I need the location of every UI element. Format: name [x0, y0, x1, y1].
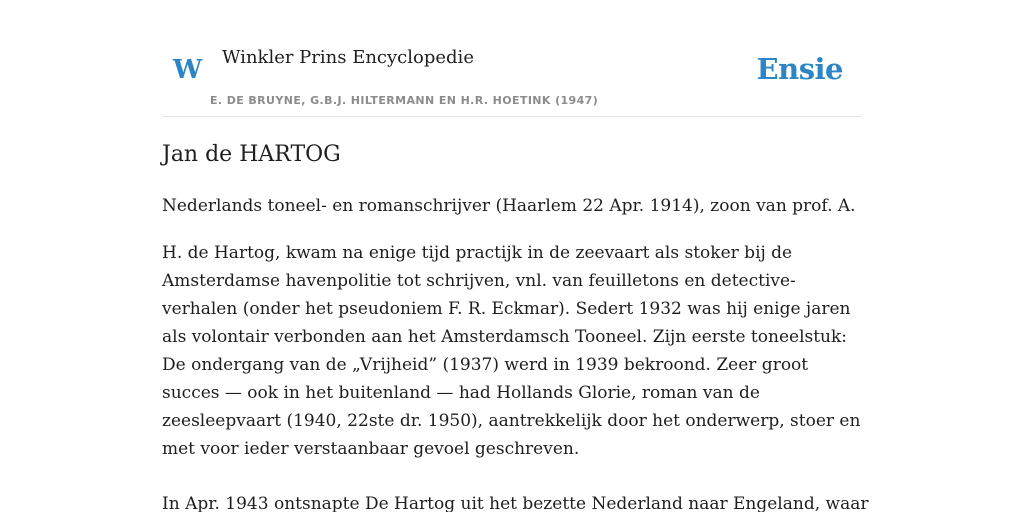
article-paragraph: H. de Hartog, kwam na enige tijd practijk in de zeevaart als stoker bij de Amsterdamse havenpolitie tot schrijven, vnl. van feuilletons en detective-verhalen (onder het pseudoniem F. R. Eckmar). Sedert 1932 was hij enige jaren als volontair verbonden aan het Amsterdamsch Tooneel. Zijn eerste toneelstuk: De ondergang van de „Vrijheid” (1937) werd in 1939 bekroond. Zeer groot succes — ook in het buitenland — had Hollands Glorie, roman van de zeesleepvaart (1940, 22ste dr. 1950), aantrekkelijk door het onderwerp, stoer en met voor ieder verstaanbaar gevoel geschreven.: [162, 243, 861, 459]
article-title: Jan de HARTOG: [162, 142, 341, 167]
article-paragraph: In Apr. 1943 ontsnapte De Hartog uit het bezette Nederland naar Engeland, waar: [162, 494, 869, 512]
source-title[interactable]: Winkler Prins Encyclopedie: [222, 47, 474, 68]
article-paragraph: Nederlands toneel- en romanschrijver (Haarlem 22 Apr. 1914), zoon van prof. A.: [162, 196, 856, 216]
winkler-prins-logo-icon[interactable]: W: [173, 55, 203, 85]
source-header: [162, 0, 862, 117]
ensie-logo[interactable]: Ensie: [756, 52, 843, 86]
source-authors: E. DE BRUYNE, G.B.J. HILTERMANN EN H.R. HOETINK (1947): [210, 94, 599, 107]
